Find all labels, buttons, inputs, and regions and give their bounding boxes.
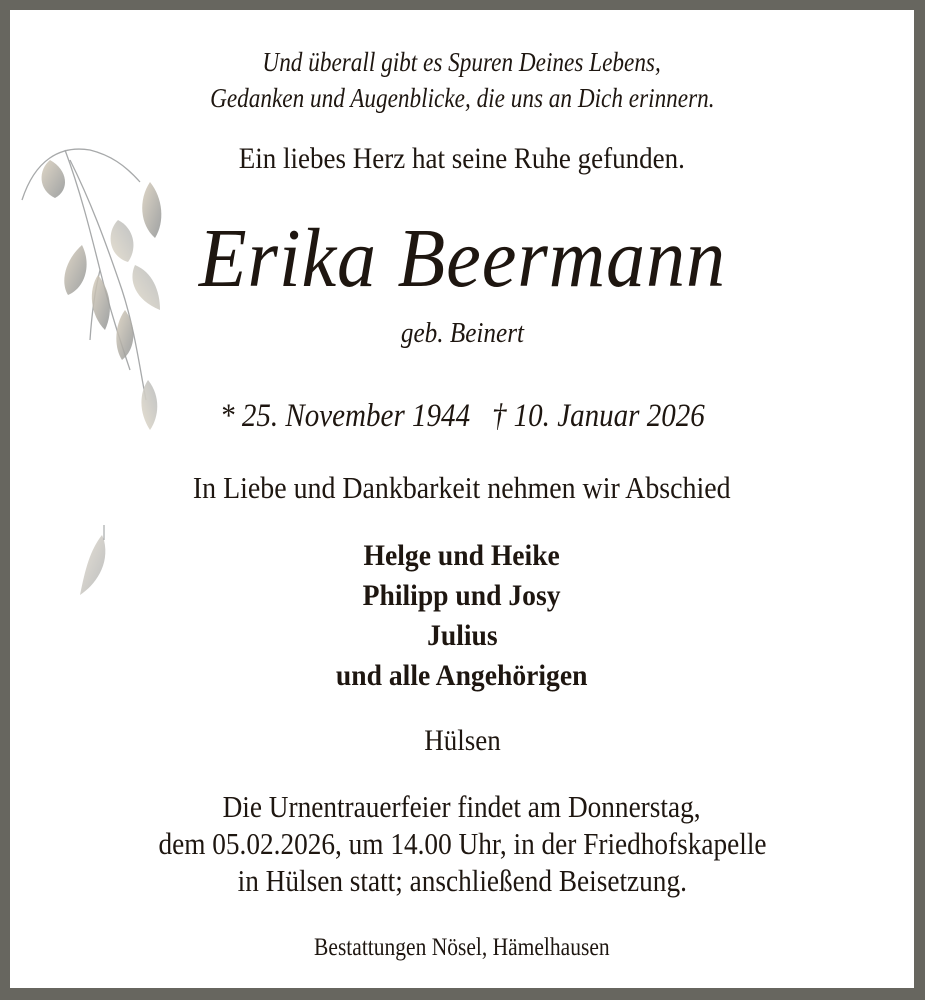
- place-text: Hülsen: [423, 724, 501, 757]
- farewell-text: In Liebe und Dankbarkeit nehmen wir Abschied: [193, 470, 731, 505]
- life-dates: * 25. November 1944 † 10. Januar 2026: [219, 398, 705, 434]
- service-line-2: dem 05.02.2026, um 14.00 Uhr, in der Friedhofskapelle: [157, 826, 767, 861]
- mourner-line: Julius: [426, 619, 498, 652]
- quote-line-2: Gedanken und Augenblicke, die uns an Dich erinnern.: [209, 83, 715, 113]
- intro-text: Ein liebes Herz hat seine Ruhe gefunden.: [238, 142, 686, 175]
- deceased-name: Erika Beermann: [198, 212, 726, 305]
- mourner-line: und alle Angehörigen: [336, 659, 588, 692]
- service-line-1: Die Urnentrauerfeier findet am Donnerstag,: [223, 789, 701, 824]
- undertaker-text: Bestattungen Nösel, Hämelhausen: [314, 934, 610, 961]
- quote-line-1: Und überall gibt es Spuren Deines Lebens,: [262, 47, 662, 77]
- maiden-name: geb. Beinert: [400, 318, 524, 349]
- mourner-line: Helge und Heike: [363, 539, 561, 572]
- obituary-card: [10, 10, 914, 988]
- mourner-line: Philipp und Josy: [363, 579, 561, 612]
- service-line-3: in Hülsen statt; anschließend Beisetzung.: [237, 863, 687, 898]
